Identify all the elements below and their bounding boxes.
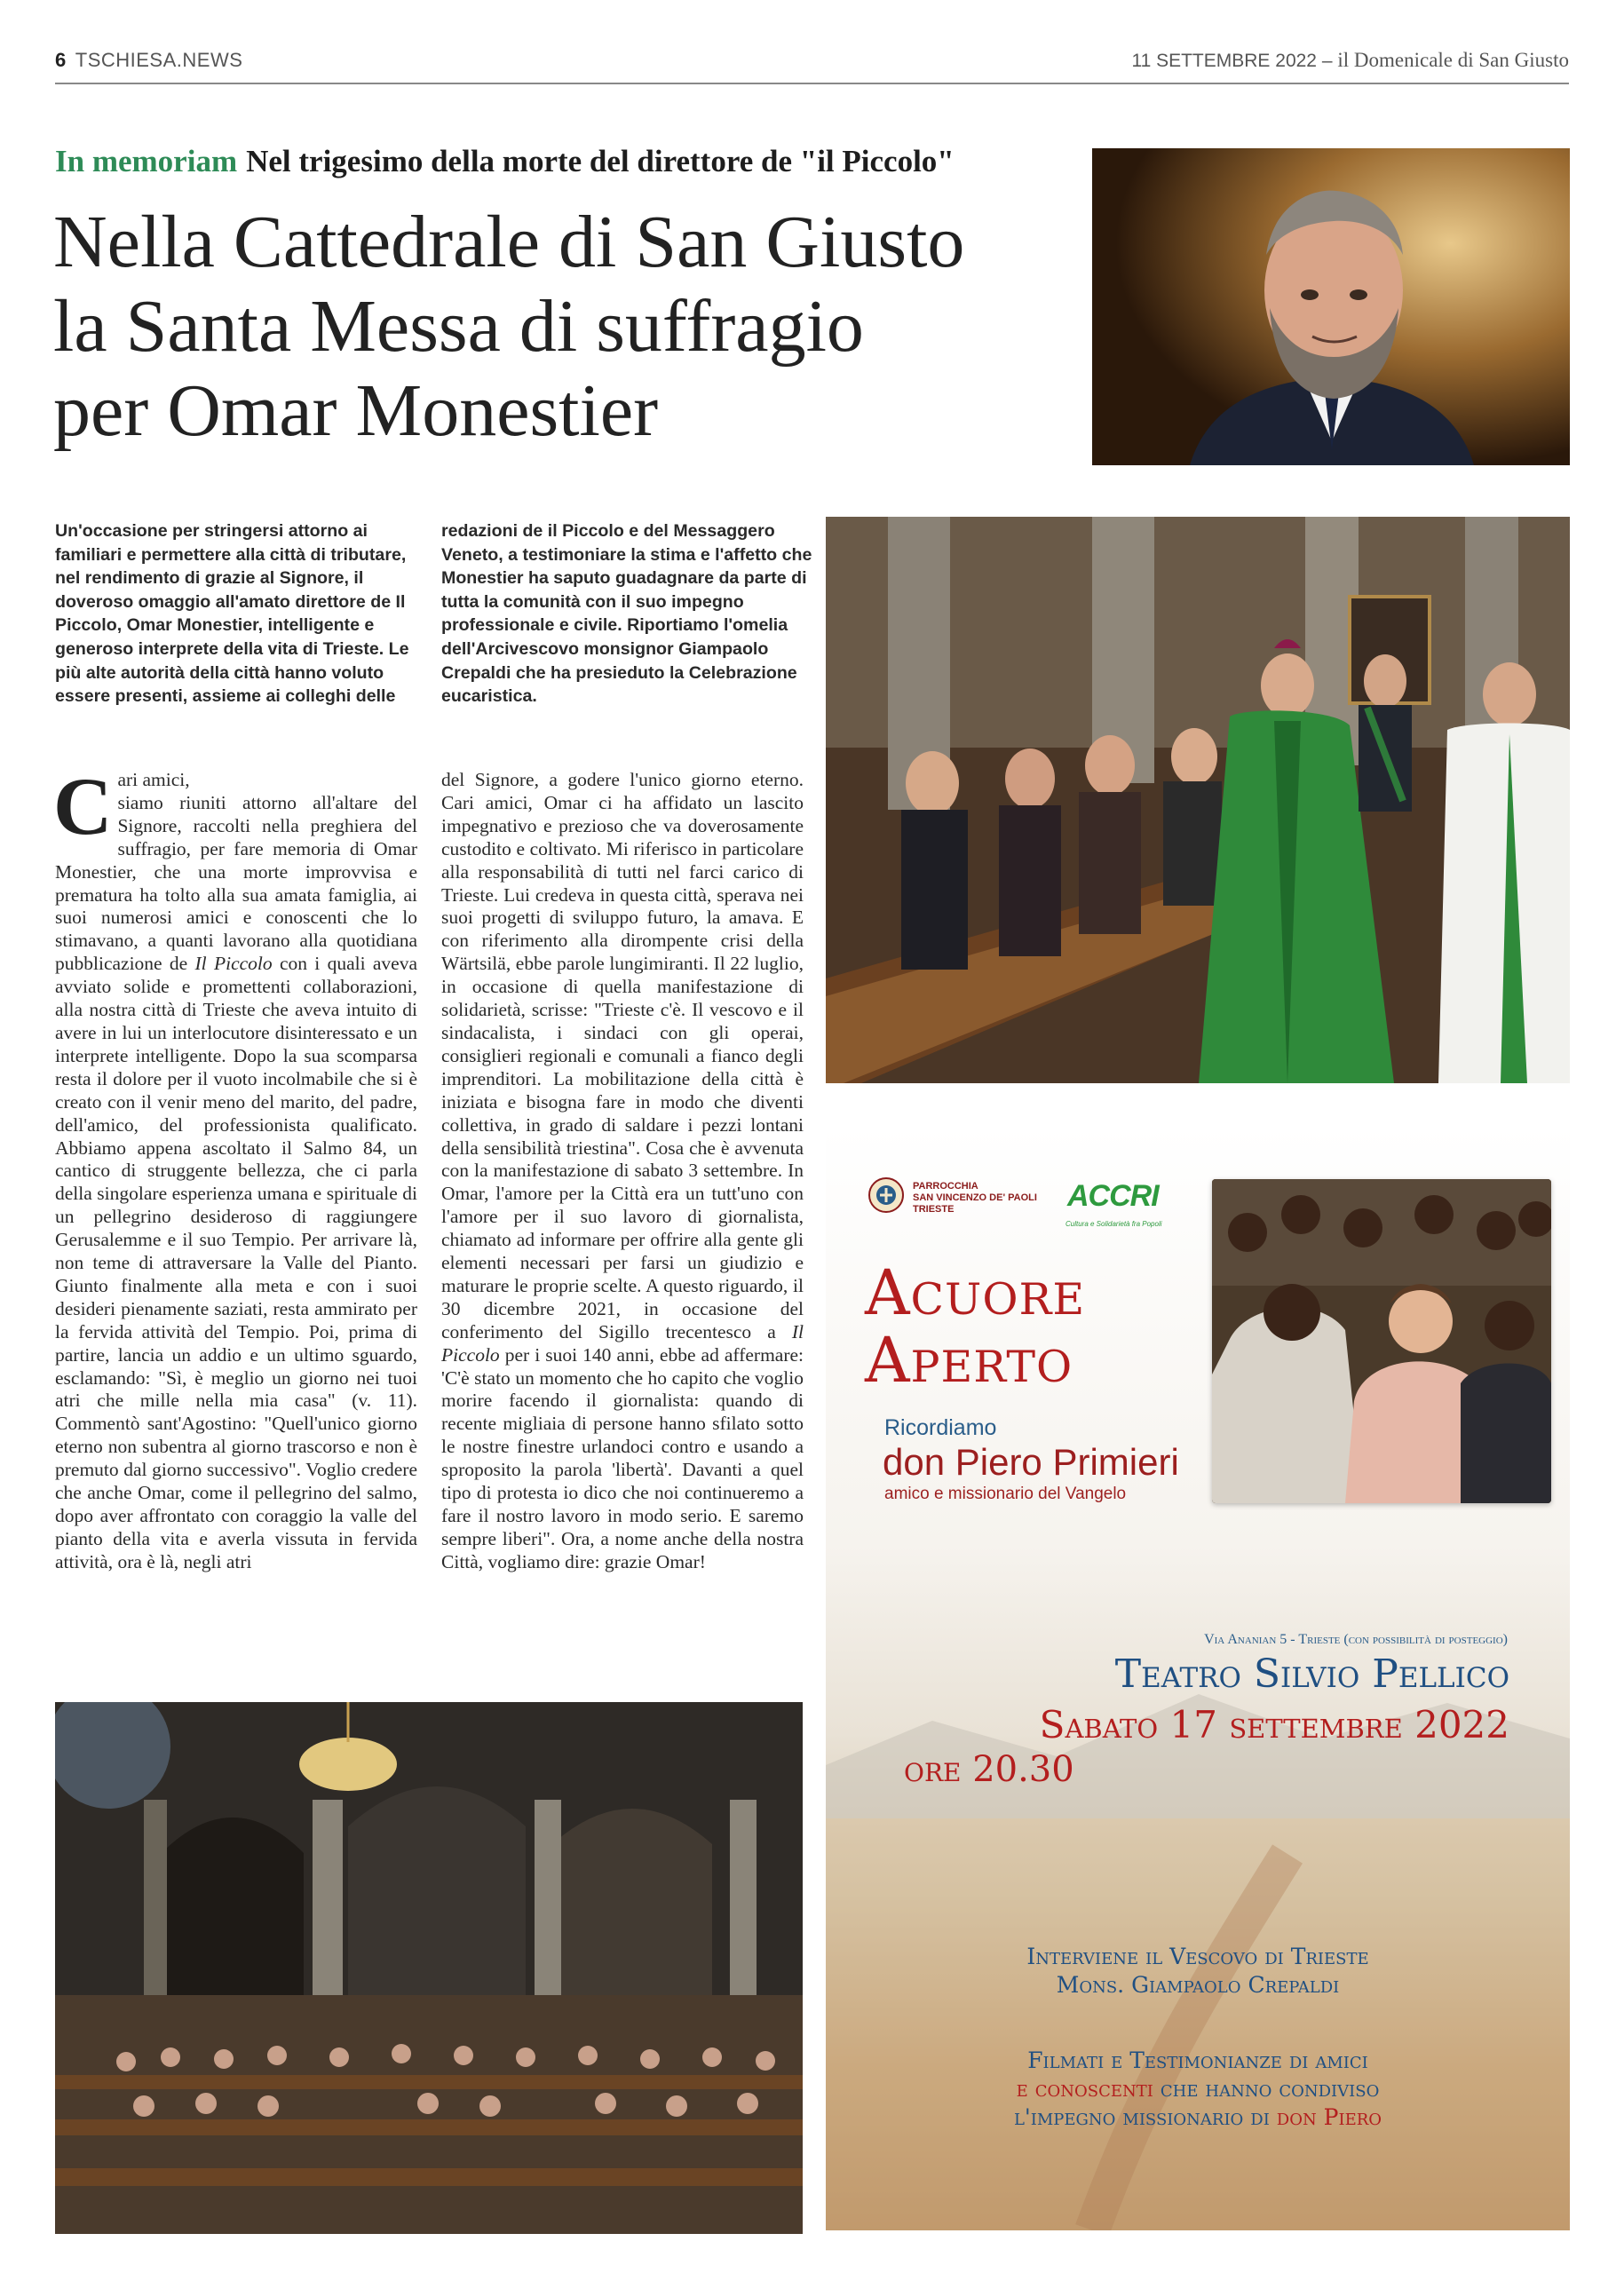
kicker-section: In memoriam	[55, 144, 238, 178]
bishop-line: Mons. Giampaolo Crepaldi	[1056, 1972, 1340, 1998]
portrait-illustration	[1092, 148, 1570, 465]
body-text: siamo riuniti attorno all'altare del Signore, raccolti nella preghiera del suffragio, per fare memoria di Omar Monestier, che una morte improvvisa e prematura ha tolto alla sua amata famiglia, ai suoi numerosi amici e conoscenti che lo stimavano, a quanti lavorano alla quotidiana pubblicazione de	[55, 791, 417, 975]
event-date: Sabato 17 settembre 2022	[1039, 1703, 1509, 1746]
body-salutation: ari amici,	[117, 769, 190, 790]
mass-illustration	[826, 517, 1570, 1083]
portrait-photo	[1092, 148, 1570, 465]
event-time: ore 20.30	[904, 1749, 1074, 1790]
parish-line: SAN VINCENZO DE' PAOLI	[913, 1192, 1037, 1203]
body-italic: Il Piccolo	[194, 953, 273, 975]
poster-bishop-note	[826, 1943, 1570, 2000]
article-title	[53, 200, 1074, 453]
films-line: Filmati e Testimonianze di amici	[1027, 2047, 1368, 2073]
header-rule	[55, 83, 1569, 84]
article-body-col1	[53, 761, 417, 1574]
venue-address: Via Ananian 5 - Trieste (con possibilità di posteggio)	[1204, 1632, 1508, 1647]
title-line: per Omar Monestier	[53, 369, 659, 452]
event-poster	[826, 1126, 1570, 2230]
page-header-left	[55, 49, 242, 72]
parish-name	[913, 1181, 1037, 1216]
kicker-text: Nel trigesimo della morte del direttore de "il Piccolo"	[246, 144, 955, 178]
films-line	[826, 2103, 1570, 2132]
paper-name: il Domenicale di San Giusto	[1337, 49, 1569, 71]
title-line: la Santa Messa di suffragio	[53, 285, 864, 368]
site-name: TSCHIESA.NEWS	[75, 49, 243, 71]
interior-illustration	[55, 1702, 803, 2234]
mass-photo	[826, 517, 1570, 1083]
page-number: 6	[55, 49, 67, 71]
article-lead-col2: redazioni de il Piccolo e del Messaggero Veneto, a testimoniare la stima e l'affetto che Monestier ha saputo guadagnare da parte di tutta la comunità con il suo impegno professionale e civile. Riportiamo l'omelia dell'Arcivescovo monsignor Giampaolo Crepaldi che ha presieduto la Celebrazione eucaristica.	[441, 521, 812, 707]
poster-title-line: Acuore	[865, 1256, 1086, 1329]
article-body-col2	[441, 769, 804, 1574]
accri-logo: ACCRI	[1067, 1179, 1159, 1213]
body-text: con i quali aveva avviato solide e promettenti collaborazioni, alla nostra città di Trieste che aveva intuito di avere in lui un interlocutore disinteressato e un interprete intelligente. Dopo la sua scomparsa resta il dolore per il vuoto incolmabile che si è creato con il venir meno del marito, del padre, dell'amico, del professionista qualificato. Abbiamo appena ascoltato il Salmo 84, un cantico di struggente bellezza, che ci parla della singolare esperienza umana e spirituale di un pellegrino desideroso di raggiungere Gerusalemme e il suo Tempio. Per arrivare là, non teme di attraversare la Valle del Pianto. Giunto finalmente alla meta e con i suoi desideri pienamente saziati, resta ammirato per la fervida attività del Tempio. Poi, prima di partire, lancia un addio e un ultimo sguardo, esclamando: "Sì, è meglio un giorno nei tuoi atri che mille nella mia casa" (v. 11). Commentò sant'Agostino: "Quell'unico giorno eterno non subentra al giorno trascorso e non è premuto dal giorno successivo". Voglio credere che anche Omar, come il pellegrino del salmo, dopo aver affrontato con coraggio la valle del pianto della vita e averla vissuta in fervida attività, ora è là, negli atri	[55, 953, 417, 1572]
venue-name: Teatro Silvio Pellico	[1114, 1651, 1509, 1697]
body-paragraph	[53, 761, 417, 1574]
poster-films-note	[826, 2047, 1570, 2132]
page-header-right	[1131, 49, 1569, 72]
cathedral-interior-photo	[55, 1702, 803, 2234]
films-word: che hanno condiviso	[1160, 2076, 1380, 2102]
films-word-red: e	[1016, 2076, 1028, 2102]
article-lead-col1: Un'occasione per stringersi attorno ai familiari e permettere alla città di tributare, nel rendimento di grazie al Signore, il doveroso omaggio all'amato direttore de Il Piccolo, Omar Monestier, intelligente e generoso interprete della vita di Trieste. Le più alte autorità della città hanno voluto essere presenti, assieme ai colleghi delle	[55, 521, 409, 707]
body-text: del Signore, a godere l'unico giorno eterno. Cari amici, Omar ci ha affidato un lascito impegnativo e prezioso che va doverosamente custodito e coltivato. Mi riferisco in particolare alla responsabilità di tutti nel farci carico di Trieste. Lui credeva in questa città, sperava nei suoi progetti di sviluppo futuro, la amava. E con riferimento alla dirompente crisi della Wärtsilä, ebbe parole lungimiranti. Il 22 luglio, in occasione di quella manifestazione di solidarietà, scrisse: "Trieste c'è. Il vescovo e il sindacalista, i sindaci con gli operai, consiglieri regionali e comunali a fianco degli imprenditori. La mobilitazione della città è iniziata e bisogna fare in modo che diventi collettiva, in grado di saldare i pezzi lontani della sensibilità triestina". Cosa che è avvenuta con la manifestazione di sabato 3 settembre. In Omar, l'amore per la Città era un tutt'uno con l'amore per il suo lavoro di giornalista, chiamato ad informare per offrire alla gente gli elementi necessari per farsi un giudizio e maturare le proprie scelte. A questo riguardo, il 30 dicembre 2021, in occasione del conferimento del Sigillo trecentesco a	[441, 769, 804, 1342]
body-paragraph	[441, 769, 804, 1574]
accri-tagline: Cultura e Solidarietà fra Popoli	[1066, 1220, 1162, 1228]
title-line: Nella Cattedrale di San Giusto	[53, 201, 965, 283]
body-text: per i suoi 140 anni, ebbe ad affermare: 'C'è stato un momento che ho capito che voglio morire facendo il giornalista: quando di recente migliaia di persone hanno sfilato sotto le nostre finestre urlandoci contro e usando a sproposito la parola 'libertà'. Davanti a quel tipo di protesta io dico che noi continueremo a fare il nostro lavoro in modo serio. E saremo sempre liberi". Ora, a nome anche della nostra Città, vogliamo dire: grazie Omar!	[441, 1343, 804, 1572]
parish-line: PARROCCHIA	[913, 1181, 978, 1192]
issue-date: 11 SETTEMBRE 2022 –	[1131, 51, 1333, 71]
missionary-illustration	[1212, 1179, 1551, 1503]
films-line	[826, 2075, 1570, 2103]
missionary-photo	[1212, 1179, 1551, 1503]
body-italic: Il Piccolo	[441, 1320, 804, 1366]
poster-title	[865, 1256, 1086, 1397]
films-word: l'impegno missionario di	[1013, 2104, 1270, 2130]
article-kicker	[55, 144, 955, 179]
poster-honoree-name: don Piero Primieri	[883, 1441, 1179, 1483]
drop-cap: C	[53, 761, 113, 851]
poster-ricordiamo: Ricordiamo	[884, 1415, 997, 1440]
poster-subtitle: amico e missionario del Vangelo	[884, 1485, 1127, 1503]
parish-seal-icon	[868, 1177, 904, 1213]
bishop-line: Interviene il Vescovo di Trieste	[1026, 1944, 1369, 1969]
films-word-red: don Piero	[1276, 2104, 1382, 2130]
parish-line: TRIESTE	[913, 1204, 955, 1215]
poster-title-line: Aperto	[865, 1324, 1073, 1397]
films-word-red: conoscenti	[1034, 2076, 1153, 2102]
